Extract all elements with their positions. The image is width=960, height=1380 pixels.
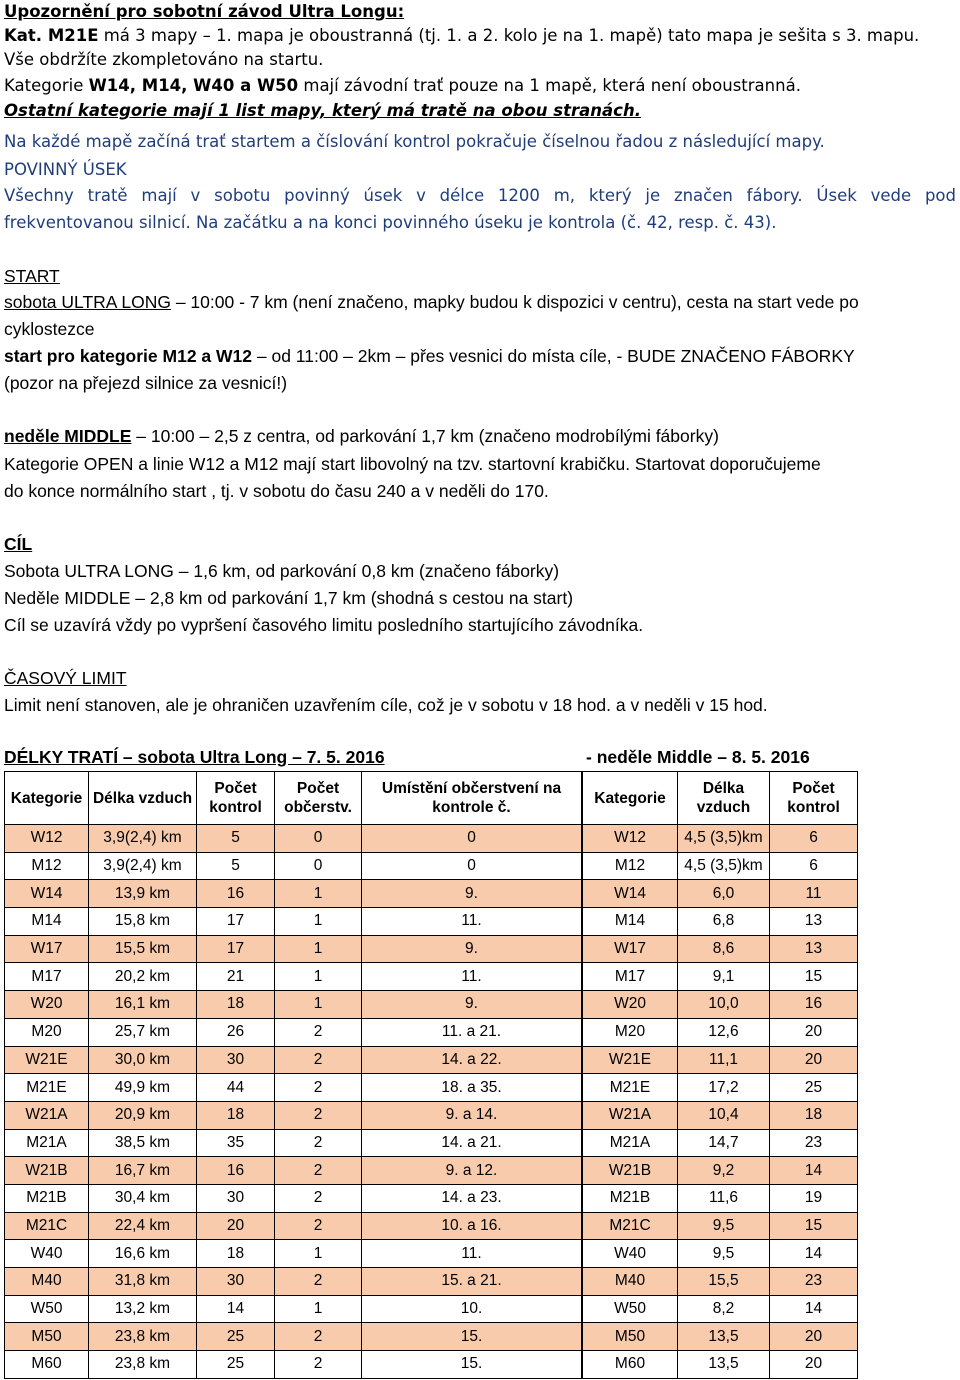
sat-cell-refreshments: 2	[275, 1157, 362, 1185]
sun-header-category: Kategorie	[583, 772, 678, 825]
sun-cell-controls: 14	[770, 1240, 858, 1268]
sat-cell-category: M21E	[5, 1074, 89, 1102]
sun-cell-length: 11,6	[678, 1184, 770, 1212]
sat-table-row	[5, 991, 582, 1019]
start-heading: START	[4, 266, 60, 286]
sat-cell-refreshment-location: 10.	[362, 1295, 582, 1323]
sat-cell-refreshment-location: 18. a 35.	[362, 1074, 582, 1102]
sat-cell-length: 38,5 km	[89, 1129, 197, 1157]
sat-table-row	[5, 1268, 582, 1296]
sat-table-row	[5, 1074, 582, 1102]
sun-cell-category: W20	[583, 991, 678, 1019]
sat-cell-length: 23,8 km	[89, 1323, 197, 1351]
sat-cell-controls: 18	[197, 1240, 275, 1268]
sun-cell-length: 10,0	[678, 991, 770, 1019]
sat-cell-refreshment-location: 9. a 12.	[362, 1157, 582, 1185]
sun-cell-category: M60	[583, 1351, 678, 1379]
sat-cell-refreshment-location: 10. a 16.	[362, 1212, 582, 1240]
sun-cell-controls: 6	[770, 852, 858, 880]
sat-cell-refreshment-location: 0	[362, 852, 582, 880]
sun-cell-length: 8,2	[678, 1295, 770, 1323]
sat-cell-controls: 5	[197, 852, 275, 880]
sun-cell-controls: 11	[770, 880, 858, 908]
sat-cell-category: M40	[5, 1268, 89, 1296]
sat-cell-refreshment-location: 11.	[362, 908, 582, 936]
sun-table-row	[583, 1351, 858, 1379]
sun-cell-category: M50	[583, 1323, 678, 1351]
sat-cell-category: W21A	[5, 1101, 89, 1129]
sat-cell-category: M17	[5, 963, 89, 991]
start-sunday: neděle MIDDLE – 10:00 – 2,5 z centra, od parkování 1,7 km (značeno modrobílými fáborky)	[4, 426, 719, 446]
sat-cell-refreshment-location: 14. a 22.	[362, 1046, 582, 1074]
m21e-label: Kat. M21E	[4, 26, 99, 45]
sat-cell-controls: 17	[197, 935, 275, 963]
sat-table-row	[5, 1129, 582, 1157]
sun-table-row	[583, 1240, 858, 1268]
sat-cell-length: 22,4 km	[89, 1212, 197, 1240]
sat-cell-category: W50	[5, 1295, 89, 1323]
sat-cell-controls: 35	[197, 1129, 275, 1157]
sat-table-row	[5, 963, 582, 991]
sat-cell-controls: 5	[197, 825, 275, 853]
notice-line-m21e: Kat. M21E má 3 mapy – 1. mapa je oboustranná (tj. 1. a 2. kolo je na 1. mapě) tato mapa je sešita s 3. mapu.	[4, 26, 920, 45]
sun-cell-controls: 15	[770, 963, 858, 991]
sun-table-row	[583, 1129, 858, 1157]
sat-table-row	[5, 880, 582, 908]
sat-cell-refreshment-location: 9.	[362, 935, 582, 963]
sun-cell-category: M14	[583, 908, 678, 936]
sat-cell-refreshments: 2	[275, 1018, 362, 1046]
sat-table-row	[5, 1018, 582, 1046]
sun-table-row	[583, 1018, 858, 1046]
sun-cell-controls: 13	[770, 908, 858, 936]
sat-cell-refreshments: 0	[275, 852, 362, 880]
sat-cell-controls: 30	[197, 1046, 275, 1074]
sun-cell-length: 9,5	[678, 1212, 770, 1240]
sat-cell-length: 13,9 km	[89, 880, 197, 908]
sat-cell-length: 30,4 km	[89, 1184, 197, 1212]
sat-cell-refreshment-location: 9.	[362, 991, 582, 1019]
sat-cell-category: W21E	[5, 1046, 89, 1074]
sun-cell-controls: 20	[770, 1046, 858, 1074]
sat-cell-refreshments: 2	[275, 1074, 362, 1102]
sat-cell-category: M14	[5, 908, 89, 936]
sun-table-row	[583, 1212, 858, 1240]
sat-cell-refreshments: 2	[275, 1323, 362, 1351]
sun-table-row	[583, 1323, 858, 1351]
sat-cell-controls: 25	[197, 1323, 275, 1351]
sun-cell-length: 9,1	[678, 963, 770, 991]
sun-cell-category: M40	[583, 1268, 678, 1296]
sat-cell-category: M21C	[5, 1212, 89, 1240]
sun-cell-length: 13,5	[678, 1323, 770, 1351]
sun-cell-controls: 18	[770, 1101, 858, 1129]
sat-cell-controls: 18	[197, 1101, 275, 1129]
sun-cell-category: M21E	[583, 1074, 678, 1102]
sun-cell-length: 4,5 (3,5)km	[678, 852, 770, 880]
sat-cell-length: 3,9(2,4) km	[89, 852, 197, 880]
sat-cell-length: 3,9(2,4) km	[89, 825, 197, 853]
sat-cell-length: 13,2 km	[89, 1295, 197, 1323]
sat-cell-controls: 21	[197, 963, 275, 991]
sat-cell-refreshments: 1	[275, 1295, 362, 1323]
sun-cell-controls: 14	[770, 1295, 858, 1323]
sat-table-row	[5, 1295, 582, 1323]
section-povinny-usek: POVINNÝ ÚSEK	[4, 160, 127, 179]
sat-cell-category: W12	[5, 825, 89, 853]
sat-table-row	[5, 852, 582, 880]
sat-cell-category: M20	[5, 1018, 89, 1046]
lengths-heading-saturday: DÉLKY TRATÍ – sobota Ultra Long – 7. 5. 2016	[4, 747, 385, 767]
sun-cell-length: 11,1	[678, 1046, 770, 1074]
sat-cell-length: 25,7 km	[89, 1018, 197, 1046]
sun-cell-controls: 16	[770, 991, 858, 1019]
sat-cell-length: 16,7 km	[89, 1157, 197, 1185]
finish-sunday: Neděle MIDDLE – 2,8 km od parkování 1,7 km (shodná s cestou na start)	[4, 588, 574, 608]
sat-cell-controls: 44	[197, 1074, 275, 1102]
sun-cell-controls: 20	[770, 1018, 858, 1046]
sat-cell-length: 31,8 km	[89, 1268, 197, 1296]
sat-cell-refreshments: 2	[275, 1351, 362, 1379]
sun-cell-controls: 14	[770, 1157, 858, 1185]
sat-cell-refreshment-location: 11.	[362, 963, 582, 991]
start-saturday: sobota ULTRA LONG – 10:00 - 7 km (není značeno, mapky budou k dispozici v centru), cesta na start vede po	[4, 292, 859, 312]
sun-cell-controls: 23	[770, 1268, 858, 1296]
sat-table-row	[5, 908, 582, 936]
sun-cell-length: 6,0	[678, 880, 770, 908]
sat-cell-refreshments: 1	[275, 880, 362, 908]
sun-cell-length: 14,7	[678, 1129, 770, 1157]
sat-cell-refreshment-location: 15.	[362, 1351, 582, 1379]
sun-cell-controls: 25	[770, 1074, 858, 1102]
sat-cell-length: 20,2 km	[89, 963, 197, 991]
sunday-course-table	[582, 771, 858, 1379]
sun-cell-category: M17	[583, 963, 678, 991]
sun-cell-category: W21B	[583, 1157, 678, 1185]
start-open-cont: do konce normálního start , tj. v sobotu do času 240 a v neděli do 170.	[4, 481, 549, 501]
sun-table-row	[583, 1101, 858, 1129]
sun-table-row	[583, 1046, 858, 1074]
sat-header-length: Délka vzduch	[89, 772, 197, 825]
sat-cell-length: 20,9 km	[89, 1101, 197, 1129]
sat-cell-category: M21B	[5, 1184, 89, 1212]
sat-cell-refreshment-location: 9.	[362, 880, 582, 908]
sat-cell-refreshment-location: 0	[362, 825, 582, 853]
sat-cell-refreshments: 2	[275, 1101, 362, 1129]
sat-cell-category: W21B	[5, 1157, 89, 1185]
sun-table-row	[583, 908, 858, 936]
sun-cell-length: 9,5	[678, 1240, 770, 1268]
sat-cell-controls: 16	[197, 880, 275, 908]
sat-cell-refreshments: 1	[275, 935, 362, 963]
sat-cell-controls: 17	[197, 908, 275, 936]
sat-cell-refreshment-location: 15. a 21.	[362, 1268, 582, 1296]
sun-table-row	[583, 1268, 858, 1296]
sun-cell-controls: 23	[770, 1129, 858, 1157]
sat-table-row	[5, 1351, 582, 1379]
sun-cell-category: W21A	[583, 1101, 678, 1129]
sat-cell-category: W14	[5, 880, 89, 908]
sun-cell-controls: 19	[770, 1184, 858, 1212]
sun-cell-length: 12,6	[678, 1018, 770, 1046]
sat-cell-refreshment-location: 14. a 21.	[362, 1129, 582, 1157]
sat-cell-refreshment-location: 11.	[362, 1240, 582, 1268]
sat-cell-category: M50	[5, 1323, 89, 1351]
sat-cell-refreshments: 1	[275, 1240, 362, 1268]
sun-cell-category: W17	[583, 935, 678, 963]
sun-cell-category: M21C	[583, 1212, 678, 1240]
sun-table-row	[583, 825, 858, 853]
sun-table-row	[583, 991, 858, 1019]
sun-cell-category: W50	[583, 1295, 678, 1323]
limit-heading: ČASOVÝ LIMIT	[4, 668, 127, 688]
sat-cell-refreshment-location: 9. a 14.	[362, 1101, 582, 1129]
sat-cell-category: M60	[5, 1351, 89, 1379]
sun-cell-controls: 20	[770, 1351, 858, 1379]
sat-header-controls: Počet kontrol	[197, 772, 275, 825]
sun-cell-category: M21B	[583, 1184, 678, 1212]
sat-cell-controls: 26	[197, 1018, 275, 1046]
sun-cell-length: 13,5	[678, 1351, 770, 1379]
sat-cell-refreshment-location: 14. a 23.	[362, 1184, 582, 1212]
sun-cell-category: M20	[583, 1018, 678, 1046]
finish-close: Cíl se uzavírá vždy po vypršení časového limitu posledního startujícího závodníka.	[4, 615, 644, 635]
sun-table-row	[583, 1157, 858, 1185]
sun-cell-length: 17,2	[678, 1074, 770, 1102]
sat-table-row	[5, 1157, 582, 1185]
sun-cell-category: W40	[583, 1240, 678, 1268]
sat-table-row	[5, 825, 582, 853]
sat-cell-category: W17	[5, 935, 89, 963]
notice-line-numbering: Na každé mapě začíná trať startem a číslování kontrol pokračuje číselnou řadou z následující mapy.	[4, 132, 825, 151]
sun-table-row	[583, 963, 858, 991]
notice-line-other: Ostatní kategorie mají 1 list mapy, který má tratě na obou stranách.	[4, 101, 641, 120]
sat-table-row	[5, 1101, 582, 1129]
sun-cell-length: 8,6	[678, 935, 770, 963]
sat-cell-length: 16,6 km	[89, 1240, 197, 1268]
sun-cell-controls: 13	[770, 935, 858, 963]
sat-table-row	[5, 1323, 582, 1351]
sun-cell-length: 6,8	[678, 908, 770, 936]
sun-cell-controls: 20	[770, 1323, 858, 1351]
saturday-course-table	[4, 771, 582, 1379]
finish-heading: CÍL	[4, 534, 33, 554]
sun-cell-category: M12	[583, 852, 678, 880]
sat-cell-controls: 14	[197, 1295, 275, 1323]
sun-cell-length: 9,2	[678, 1157, 770, 1185]
sat-cell-refreshment-location: 15.	[362, 1323, 582, 1351]
sat-header-category: Kategorie	[5, 772, 89, 825]
sat-cell-refreshments: 1	[275, 908, 362, 936]
sun-table-row	[583, 1074, 858, 1102]
start-kids-cont: (pozor na přejezd silnice za vesnicí!)	[4, 373, 288, 393]
sun-cell-length: 10,4	[678, 1101, 770, 1129]
sun-cell-category: W21E	[583, 1046, 678, 1074]
sun-cell-category: W14	[583, 880, 678, 908]
notice-line-categories: Kategorie W14, M14, W40 a W50 mají závodní trať pouze na 1 mapě, která není oboustranná.	[4, 76, 801, 95]
sun-cell-controls: 15	[770, 1212, 858, 1240]
notice-line-complete: Vše obdržíte zkompletováno na startu.	[4, 50, 324, 69]
sat-cell-refreshments: 2	[275, 1212, 362, 1240]
sat-table-row	[5, 935, 582, 963]
sat-cell-length: 16,1 km	[89, 991, 197, 1019]
sun-header-controls: Počet kontrol	[770, 772, 858, 825]
start-saturday-cont: cyklostezce	[4, 319, 95, 339]
sat-header-refreshments: Počet občerstv.	[275, 772, 362, 825]
povinny-usek-text-2: frekventovanou silnicí. Na začátku a na konci povinného úseku je kontrola (č. 42, resp. č. 43).	[4, 213, 777, 232]
sat-cell-length: 23,8 km	[89, 1351, 197, 1379]
sat-table-row	[5, 1046, 582, 1074]
notice-title: Upozornění pro sobotní závod Ultra Longu:	[4, 2, 405, 21]
sat-cell-controls: 20	[197, 1212, 275, 1240]
sun-header-length: Délka vzduch	[678, 772, 770, 825]
sun-table-row	[583, 852, 858, 880]
sat-cell-refreshments: 2	[275, 1046, 362, 1074]
sun-table-row	[583, 1295, 858, 1323]
sat-cell-refreshments: 2	[275, 1184, 362, 1212]
sun-table-row	[583, 935, 858, 963]
sat-table-row	[5, 1184, 582, 1212]
sat-cell-refreshments: 1	[275, 963, 362, 991]
sat-cell-refreshments: 1	[275, 991, 362, 1019]
sat-table-row	[5, 1212, 582, 1240]
sun-table-row	[583, 880, 858, 908]
start-kids: start pro kategorie M12 a W12 – od 11:00 – 2km – přes vesnici do místa cíle, - BUDE ZNAČENO FÁBORKY	[4, 346, 855, 366]
sat-cell-refreshment-location: 11. a 21.	[362, 1018, 582, 1046]
sat-cell-refreshments: 2	[275, 1129, 362, 1157]
sat-cell-length: 49,9 km	[89, 1074, 197, 1102]
sat-cell-category: W20	[5, 991, 89, 1019]
sat-cell-refreshments: 0	[275, 825, 362, 853]
sat-cell-category: W40	[5, 1240, 89, 1268]
sat-header-refreshment-location: Umístění občerstvení na kontrole č.	[362, 772, 582, 825]
sat-table-row	[5, 1240, 582, 1268]
sat-cell-length: 15,8 km	[89, 908, 197, 936]
start-open: Kategorie OPEN a linie W12 a M12 mají start libovolný na tzv. startovní krabičku. Startovat doporučujeme	[4, 454, 821, 474]
finish-saturday: Sobota ULTRA LONG – 1,6 km, od parkování 0,8 km (značeno fáborky)	[4, 561, 560, 581]
sat-cell-category: M21A	[5, 1129, 89, 1157]
sat-cell-controls: 16	[197, 1157, 275, 1185]
sun-table-row	[583, 1184, 858, 1212]
sun-cell-category: W12	[583, 825, 678, 853]
limit-text: Limit není stanoven, ale je ohraničen uzavřením cíle, což je v sobotu v 18 hod. a v neděli v 15 hod.	[4, 695, 768, 715]
sun-cell-category: M21A	[583, 1129, 678, 1157]
sun-cell-length: 4,5 (3,5)km	[678, 825, 770, 853]
sun-cell-length: 15,5	[678, 1268, 770, 1296]
lengths-heading-sunday: - neděle Middle – 8. 5. 2016	[586, 747, 810, 767]
sat-cell-controls: 25	[197, 1351, 275, 1379]
sat-cell-controls: 18	[197, 991, 275, 1019]
sat-cell-controls: 30	[197, 1268, 275, 1296]
sun-cell-controls: 6	[770, 825, 858, 853]
sat-cell-length: 15,5 km	[89, 935, 197, 963]
sat-cell-controls: 30	[197, 1184, 275, 1212]
povinny-usek-text-1: Všechny tratě mají v sobotu povinný úsek v délce 1200 m, který je značen fábory. Úsek vede pod	[4, 186, 956, 205]
sat-cell-length: 30,0 km	[89, 1046, 197, 1074]
sat-cell-category: M12	[5, 852, 89, 880]
sat-cell-refreshments: 2	[275, 1268, 362, 1296]
